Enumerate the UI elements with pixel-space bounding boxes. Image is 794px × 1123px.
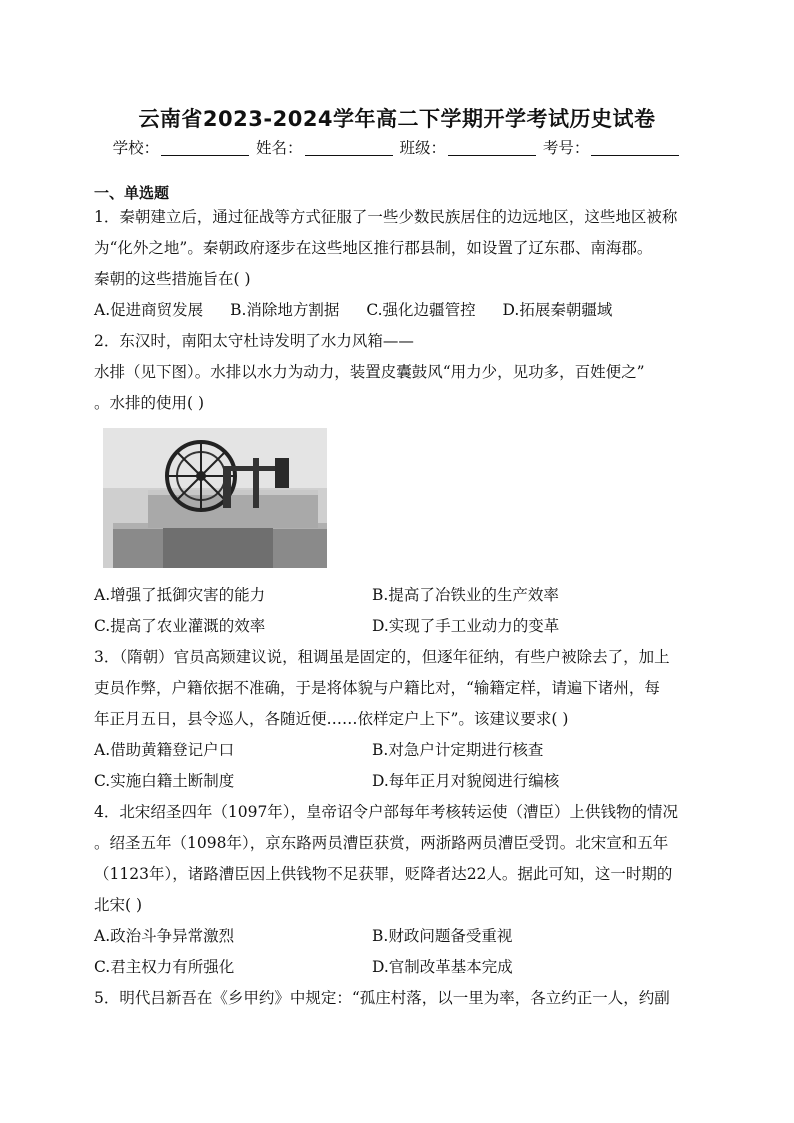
class-blank[interactable] xyxy=(448,139,536,156)
q3-option-b[interactable]: B.对急户计定期进行核查 xyxy=(372,741,544,759)
name-blank[interactable] xyxy=(305,139,393,156)
q2-line-2: 水排（见下图）。水排以水力为动力，装置皮囊鼓风“用力少，见功多，百姓便之” xyxy=(94,363,645,381)
q4-option-c[interactable]: C.君主权力有所强化 xyxy=(94,958,235,976)
q4-line-4: 北宋( ) xyxy=(94,896,143,914)
q3-line-2: 吏员作弊，户籍依据不准确，于是将体貌与户籍比对，“输籍定样，请遍下诸州，每 xyxy=(94,679,660,697)
q1-line-1: 1．秦朝建立后，通过征战等方式征服了一些少数民族居住的边远地区，这些地区被称 xyxy=(94,208,678,226)
school-blank[interactable] xyxy=(161,139,249,156)
q2-line-1: 2．东汉时，南阳太守杜诗发明了水力风箱—— xyxy=(94,332,414,350)
q1-options xyxy=(94,298,634,320)
q2-option-b[interactable]: B.提高了冶铁业的生产效率 xyxy=(372,586,559,604)
q3-line-1: 3．（隋朝）官员高颎建议说，租调虽是固定的，但逐年征纳，有些户被除去了，加上 xyxy=(94,648,670,666)
q2-option-d[interactable]: D.实现了手工业动力的变革 xyxy=(372,617,560,635)
q1-line-2: 为“化外之地”。秦朝政府逐步在这些地区推行郡县制，如设置了辽东郡、南海郡。 xyxy=(94,239,653,257)
water-bellows-illustration xyxy=(103,428,327,568)
q1-option-c[interactable]: C.强化边疆管控 xyxy=(366,301,476,319)
q4-option-a[interactable]: A.政治斗争异常激烈 xyxy=(94,927,235,945)
school-label: 学校： xyxy=(112,139,160,157)
student-info-row xyxy=(0,136,794,158)
q1-option-a[interactable]: A.促进商贸发展 xyxy=(94,301,204,319)
water-bellows-photo xyxy=(103,428,327,568)
q1-option-d[interactable]: D.拓展秦朝疆域 xyxy=(502,301,613,319)
q5-line-1: 5．明代吕新吾在《乡甲约》中规定：“孤庄村落，以一里为率，各立约正一人，约副 xyxy=(94,989,670,1007)
number-label: 考号： xyxy=(542,139,590,157)
q2-option-a[interactable]: A.增强了抵御灾害的能力 xyxy=(94,586,266,604)
q1-line-3: 秦朝的这些措施旨在( ) xyxy=(94,270,251,288)
section-heading: 一、单选题 xyxy=(94,184,170,202)
q4-line-2: 。绍圣五年（1098年），京东路两员漕臣获赏，两浙路两员漕臣受罚。北宋宣和五年 xyxy=(94,834,669,852)
q3-line-3: 年正月五日，县令巡人，各随近便……依样定户上下”。该建议要求( ) xyxy=(94,710,569,728)
exam-title: 云南省2023-2024学年高二下学期开学考试历史试卷 xyxy=(138,107,656,131)
q3-option-d[interactable]: D.每年正月对貌阅进行编核 xyxy=(372,772,560,790)
q4-line-1: 4．北宋绍圣四年（1097年），皇帝诏令户部每年考核转运使（漕臣）上供钱物的情况 xyxy=(94,803,679,821)
q2-option-c[interactable]: C.提高了农业灌溉的效率 xyxy=(94,617,266,635)
q3-option-c[interactable]: C.实施白籍土断制度 xyxy=(94,772,235,790)
q1-option-b[interactable]: B.消除地方割据 xyxy=(230,301,340,319)
q4-option-b[interactable]: B.财政问题备受重视 xyxy=(372,927,513,945)
q2-line-3: 。水排的使用( ) xyxy=(94,394,205,412)
class-label: 班级： xyxy=(399,139,446,157)
q4-line-3: （1123年），诸路漕臣因上供钱物不足获罪，贬降者达22人。据此可知，这一时期的 xyxy=(94,865,673,883)
q4-option-d[interactable]: D.官制改革基本完成 xyxy=(372,958,513,976)
name-label: 姓名： xyxy=(256,139,303,157)
q3-option-a[interactable]: A.借助黄籍登记户口 xyxy=(94,741,235,759)
number-blank[interactable] xyxy=(591,139,679,156)
